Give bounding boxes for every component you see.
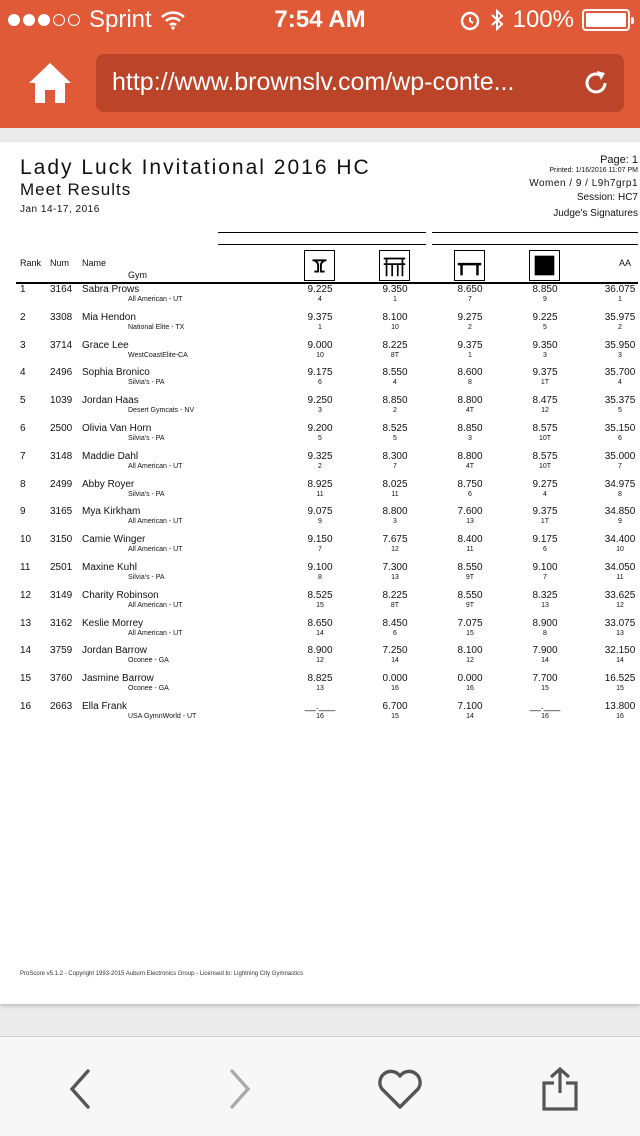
report-meta	[529, 154, 638, 219]
name-cell: Abby Royer	[82, 478, 135, 490]
place-cell: 8T	[390, 351, 400, 359]
num-cell: 2499	[50, 478, 73, 490]
carrier-name: Sprint	[89, 6, 152, 33]
url-text[interactable]: http://www.brownslv.com/wp-conte...	[112, 68, 515, 96]
score-cell: 8.650	[457, 284, 483, 295]
status-right	[459, 6, 630, 34]
place-cell: 14	[541, 657, 549, 665]
score-cell: 8.325	[532, 589, 558, 601]
table-row	[0, 367, 640, 395]
name-cell: Olivia Van Horn	[82, 423, 152, 434]
score-cell: 9.200	[307, 423, 333, 434]
place-cell: 8	[618, 490, 622, 498]
name-cell: Jasmine Barrow	[82, 673, 154, 685]
table-row	[0, 673, 640, 701]
score-cell: 9.250	[307, 395, 333, 407]
table-row	[0, 701, 640, 729]
score-cell: 9.375	[532, 506, 558, 518]
table-row	[0, 590, 640, 618]
place-cell: 4	[543, 490, 547, 498]
page-number: Page: 1	[600, 154, 638, 166]
score-cell: 8.900	[307, 645, 333, 657]
place-cell: 11	[466, 546, 474, 554]
place-cell: 12	[466, 657, 474, 665]
place-cell: 5	[318, 435, 322, 442]
score-cell: 32.150	[604, 645, 636, 657]
name-cell: Maxine Kuhl	[82, 562, 138, 573]
group-label: Women / 9 / L9h7grp1	[529, 178, 638, 189]
place-cell: 10	[391, 323, 399, 331]
rank-cell: 12	[20, 589, 32, 601]
score-cell: 9.225	[532, 311, 558, 323]
score-cell: 7.100	[457, 701, 483, 712]
gym-cell: All American - UT	[128, 518, 183, 526]
place-cell: 5	[618, 407, 622, 415]
status-bar	[0, 0, 640, 40]
vault-icon	[304, 250, 335, 281]
place-cell: 9	[618, 518, 622, 526]
rank-header: Rank	[20, 258, 42, 268]
beam-icon	[454, 250, 485, 281]
place-cell: 14	[316, 629, 324, 637]
gym-cell: All American - UT	[128, 629, 183, 637]
score-cell: 7.900	[532, 645, 558, 657]
score-cell: 8.450	[382, 617, 408, 629]
score-cell: 8.925	[307, 478, 333, 490]
num-header: Num	[50, 258, 70, 268]
score-cell: 8.650	[307, 617, 333, 629]
score-cell: 0.000	[457, 673, 483, 685]
place-cell: 2	[618, 323, 622, 331]
score-cell: 6.700	[382, 701, 408, 712]
table-row	[0, 506, 640, 534]
rank-cell: 15	[20, 673, 32, 685]
place-cell: 11	[391, 490, 399, 498]
place-cell: 15	[541, 685, 549, 693]
gym-header: Gym	[128, 270, 147, 280]
num-cell: 2663	[50, 701, 73, 712]
place-cell: 16	[466, 685, 474, 693]
place-cell: 15	[391, 713, 399, 720]
rank-cell: 5	[20, 395, 26, 407]
num-cell: 2500	[50, 423, 73, 434]
place-cell: 13	[466, 518, 474, 526]
place-cell: 11	[316, 490, 324, 498]
place-cell: 7	[393, 462, 397, 470]
place-cell: 15	[616, 685, 624, 693]
bluetooth-icon	[489, 8, 505, 32]
num-cell: 3714	[50, 339, 73, 351]
table-row	[0, 562, 640, 590]
place-cell: 2	[393, 407, 397, 415]
score-cell: 34.400	[604, 534, 636, 546]
gym-cell: Silvia's - PA	[128, 490, 165, 498]
score-cell: 35.700	[604, 367, 636, 379]
place-cell: 13	[316, 685, 324, 693]
gym-cell: Silvia's - PA	[128, 435, 165, 442]
score-cell: 9.275	[532, 478, 558, 490]
place-cell: 4	[393, 379, 397, 387]
place-cell: 4	[618, 379, 622, 387]
rank-cell: 13	[20, 617, 32, 629]
place-cell: 6	[468, 490, 472, 498]
gym-cell: WestCoastElite-CA	[128, 351, 188, 359]
score-cell: 8.800	[457, 395, 483, 407]
rank-cell: 1	[20, 284, 26, 295]
score-cell: 8.750	[457, 478, 483, 490]
score-cell: 8.525	[382, 423, 408, 434]
num-cell: 3759	[50, 645, 73, 657]
score-cell: 16.525	[604, 673, 636, 685]
signature-line	[218, 232, 426, 233]
score-cell: 9.275	[457, 311, 483, 323]
gym-cell: Oconee - GA	[128, 685, 169, 693]
battery-icon	[582, 9, 630, 31]
place-cell: 8T	[390, 601, 400, 609]
table-row	[0, 423, 640, 451]
name-cell: Grace Lee	[82, 339, 129, 351]
gym-cell: USA GymnWorld - UT	[128, 713, 197, 720]
score-cell: 9.225	[307, 284, 333, 295]
score-cell: 8.900	[532, 617, 558, 629]
place-cell: 10T	[538, 435, 552, 442]
place-cell: 16	[541, 713, 549, 720]
place-cell: 2	[318, 462, 322, 470]
bars-icon	[379, 250, 410, 281]
rank-cell: 6	[20, 423, 26, 434]
place-cell: 4T	[465, 407, 475, 415]
score-cell: 8.575	[532, 423, 558, 434]
num-cell: 3149	[50, 589, 73, 601]
score-cell: 9.100	[532, 562, 558, 573]
gym-cell: National Elite - TX	[128, 323, 185, 331]
num-cell: 3164	[50, 284, 73, 295]
name-cell: Mya Kirkham	[82, 506, 141, 518]
score-cell: 7.250	[382, 645, 408, 657]
place-cell: 8	[543, 629, 547, 637]
score-cell: 35.000	[604, 450, 636, 462]
meet-title: Lady Luck Invitational 2016 HC	[20, 156, 371, 179]
table-row	[0, 645, 640, 673]
score-cell: 34.050	[604, 562, 636, 573]
score-cell: 0.000	[382, 673, 408, 685]
score-cell: 9.000	[307, 339, 333, 351]
num-cell: 3162	[50, 617, 73, 629]
rank-cell: 4	[20, 367, 26, 379]
alarm-icon	[459, 9, 481, 31]
table-row	[0, 284, 640, 312]
score-cell: 34.975	[604, 478, 636, 490]
place-cell: 7	[618, 462, 622, 470]
score-cell: 8.825	[307, 673, 333, 685]
meet-subtitle: Meet Results	[20, 180, 132, 199]
score-cell: 7.300	[382, 562, 408, 573]
place-cell: 14	[466, 713, 474, 720]
place-cell: 1T	[540, 518, 550, 526]
forward-icon[interactable]	[216, 1065, 264, 1113]
place-cell: 6	[318, 379, 322, 387]
place-cell: 3	[393, 518, 397, 526]
table-row	[0, 618, 640, 646]
score-cell: 9.375	[307, 311, 333, 323]
num-cell: 2501	[50, 562, 73, 573]
score-cell: 33.075	[604, 617, 636, 629]
rank-cell: 16	[20, 701, 32, 712]
name-cell: Camie Winger	[82, 534, 146, 546]
place-cell: 8	[318, 574, 322, 581]
name-cell: Ella Frank	[82, 701, 128, 712]
rank-cell: 11	[20, 562, 31, 573]
clock: 7:54 AM	[274, 6, 366, 33]
score-cell: 9.175	[307, 367, 333, 379]
place-cell: 13	[616, 629, 624, 637]
score-cell: 8.550	[382, 367, 408, 379]
rank-cell: 8	[20, 478, 26, 490]
score-cell: 9.375	[457, 339, 483, 351]
score-cell: __.___	[304, 701, 336, 712]
place-cell: 4T	[465, 462, 475, 470]
aa-header: AA	[619, 258, 632, 268]
score-cell: 8.400	[457, 534, 483, 546]
score-cell: 8.550	[457, 589, 483, 601]
place-cell: 16	[616, 713, 624, 720]
rank-cell: 9	[20, 506, 26, 518]
score-cell: 8.100	[382, 311, 408, 323]
score-cell: 8.600	[457, 367, 483, 379]
score-cell: 9.075	[307, 506, 333, 518]
score-cell: 7.700	[532, 673, 558, 685]
score-cell: 8.850	[382, 395, 408, 407]
num-cell: 3150	[50, 534, 73, 546]
place-cell: 13	[391, 574, 399, 581]
reload-icon[interactable]	[580, 67, 612, 99]
score-cell: 7.075	[457, 617, 483, 629]
place-cell: 1T	[540, 379, 550, 387]
score-cell: __.___	[529, 701, 561, 712]
place-cell: 2	[468, 323, 472, 331]
place-cell: 1	[468, 351, 472, 359]
score-cell: 13.800	[604, 701, 636, 712]
gym-cell: Oconee - GA	[128, 657, 169, 665]
num-cell: 2496	[50, 367, 73, 379]
name-header: Name	[82, 258, 107, 268]
name-cell: Jordan Barrow	[82, 645, 148, 657]
place-cell: 3	[468, 435, 472, 442]
place-cell: 7	[468, 296, 472, 303]
rank-cell: 10	[20, 534, 32, 546]
place-cell: 13	[541, 601, 549, 609]
name-cell: Sabra Prows	[82, 284, 140, 295]
gym-cell: Desert Gymcats - NV	[128, 407, 195, 415]
heart-icon[interactable]	[376, 1065, 424, 1113]
table-row	[0, 395, 640, 423]
score-cell: 35.950	[604, 339, 636, 351]
num-cell: 3148	[50, 450, 73, 462]
place-cell: 12	[541, 407, 549, 415]
place-cell: 5	[543, 323, 547, 331]
place-cell: 1	[318, 323, 322, 331]
rank-cell: 7	[20, 450, 26, 462]
place-cell: 5	[393, 435, 397, 442]
place-cell: 16	[391, 685, 399, 693]
home-icon[interactable]	[26, 60, 74, 106]
place-cell: 3	[318, 407, 322, 415]
address-bar[interactable]	[96, 54, 624, 112]
table-row	[0, 451, 640, 479]
place-cell: 1	[618, 296, 622, 303]
score-cell: 7.600	[457, 506, 483, 518]
place-cell: 16	[316, 713, 324, 720]
session-label: Session: HC7	[576, 192, 638, 203]
place-cell: 15	[466, 629, 474, 637]
browser-toolbar	[0, 1036, 640, 1136]
signature-line	[432, 244, 638, 245]
rank-cell: 3	[20, 339, 26, 351]
gym-cell: Silvia's - PA	[128, 574, 165, 581]
place-cell: 15	[316, 601, 324, 609]
num-cell: 3165	[50, 506, 73, 518]
score-cell: 8.475	[532, 395, 558, 407]
meet-dates: Jan 14-17, 2016	[20, 204, 100, 215]
score-cell: 35.375	[604, 395, 636, 407]
share-icon[interactable]	[536, 1065, 584, 1113]
table-row	[0, 340, 640, 368]
place-cell: 14	[391, 657, 399, 665]
rank-cell: 14	[20, 645, 32, 657]
place-cell: 12	[616, 601, 624, 609]
place-cell: 3	[618, 351, 622, 359]
score-cell: 8.100	[457, 645, 483, 657]
name-cell: Charity Robinson	[82, 589, 159, 601]
score-cell: 35.975	[604, 311, 636, 323]
place-cell: 14	[616, 657, 624, 665]
num-cell: 3760	[50, 673, 73, 685]
score-cell: 8.225	[382, 339, 408, 351]
table-row	[0, 312, 640, 340]
score-cell: 8.575	[532, 450, 558, 462]
score-cell: 9.350	[382, 284, 408, 295]
score-cell: 9.325	[307, 450, 333, 462]
results-document	[0, 142, 640, 1004]
place-cell: 1	[393, 296, 397, 303]
score-cell: 9.100	[307, 562, 333, 573]
place-cell: 6	[543, 546, 547, 554]
rank-cell: 2	[20, 311, 26, 323]
gym-cell: All American - UT	[128, 462, 183, 470]
score-cell: 35.150	[604, 423, 636, 434]
score-cell: 8.550	[457, 562, 483, 573]
score-cell: 8.850	[532, 284, 558, 295]
place-cell: 12	[391, 546, 399, 554]
score-cell: 8.225	[382, 589, 408, 601]
score-cell: 8.025	[382, 478, 408, 490]
place-cell: 10	[616, 546, 624, 554]
place-cell: 10T	[538, 462, 552, 470]
place-cell: 7	[543, 574, 547, 581]
place-cell: 9	[543, 296, 547, 303]
score-cell: 8.300	[382, 450, 408, 462]
score-cell: 9.350	[532, 339, 558, 351]
place-cell: 9T	[465, 574, 475, 581]
place-cell: 8	[468, 379, 472, 387]
score-cell: 7.675	[382, 534, 408, 546]
score-cell: 9.175	[532, 534, 558, 546]
table-row	[0, 479, 640, 507]
place-cell: 7	[318, 546, 322, 554]
floor-icon	[529, 250, 560, 281]
name-cell: Keslie Morrey	[82, 617, 144, 629]
name-cell: Sophia Bronico	[82, 367, 150, 379]
score-cell: 8.800	[382, 506, 408, 518]
printed-date: Printed: 1/16/2016 11:07 PM	[549, 167, 638, 174]
browser-nav-bar	[0, 40, 640, 128]
gym-cell: All American - UT	[128, 601, 183, 609]
battery-percent: 100%	[512, 6, 574, 33]
name-cell: Maddie Dahl	[82, 450, 139, 462]
score-cell: 33.625	[604, 589, 636, 601]
place-cell: 3	[543, 351, 547, 359]
signature-line	[432, 232, 638, 233]
gym-cell: Silvia's - PA	[128, 379, 165, 387]
place-cell: 6	[393, 629, 397, 637]
place-cell: 9	[318, 518, 322, 526]
score-cell: 8.525	[307, 589, 333, 601]
gym-cell: All American - UT	[128, 296, 183, 303]
place-cell: 4	[318, 296, 322, 303]
gym-cell: All American - UT	[128, 546, 183, 554]
place-cell: 12	[316, 657, 324, 665]
signature-line	[218, 244, 426, 245]
judges-signatures-label: Judge's Signatures	[553, 208, 638, 219]
num-cell: 3308	[50, 311, 73, 323]
copyright-footer: ProScore v5.1.2 - Copyright 1993-2015 Auburn Electronics Group - Licensed to: Lightning City Gymnastics	[20, 971, 304, 977]
back-icon[interactable]	[56, 1065, 104, 1113]
score-cell: 9.150	[307, 534, 333, 546]
place-cell: 9T	[465, 601, 475, 609]
name-cell: Mia Hendon	[82, 311, 136, 323]
place-cell: 10	[316, 351, 324, 359]
score-cell: 34.850	[604, 506, 636, 518]
num-cell: 1039	[50, 395, 73, 407]
place-cell: 11	[616, 574, 624, 581]
score-cell: 36.075	[604, 284, 636, 295]
name-cell: Jordan Haas	[82, 395, 139, 407]
score-cell: 8.800	[457, 450, 483, 462]
place-cell: 6	[618, 435, 622, 442]
score-cell: 9.375	[532, 367, 558, 379]
table-row	[0, 534, 640, 562]
score-cell: 8.850	[457, 423, 483, 434]
